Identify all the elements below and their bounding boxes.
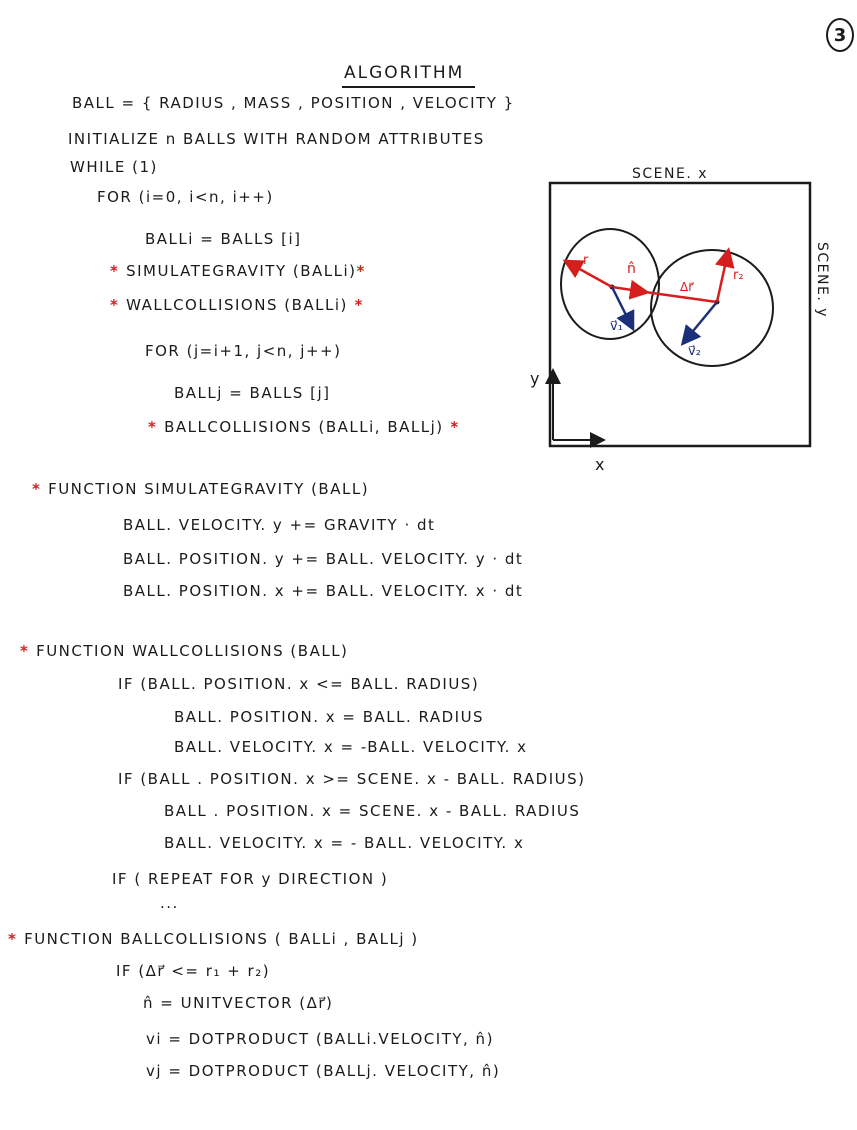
x-axis-label: x (595, 455, 605, 474)
red-asterisk: * (110, 262, 127, 280)
scene-box (550, 183, 810, 446)
v2-label: v⃗₂ (688, 344, 701, 359)
line-text: BALL. POSITION. y += BALL. VELOCITY. y · dt (123, 550, 524, 568)
red-asterisk: * (32, 480, 49, 498)
line-text: FUNCTION WALLCOLLISIONS (BALL) (36, 642, 349, 660)
line-text: IF (BALL . POSITION. x >= SCENE. x - BALL. RADIUS) (118, 770, 586, 788)
line-text: IF ( REPEAT FOR y DIRECTION ) (112, 870, 389, 888)
n-hat-label: n̂ (627, 261, 636, 277)
line-text: BALLCOLLISIONS (BALLi, BALLj) (164, 418, 444, 436)
line-text: BALL. POSITION. x += BALL. VELOCITY. x · dt (123, 582, 524, 600)
line-text: n̂ = UNITVECTOR (Δr⃗) (143, 994, 334, 1012)
line-text: FOR (j=i+1, j<n, j++) (145, 342, 342, 360)
line-text: INITIALIZE n BALLS WITH RANDOM ATTRIBUTES (68, 130, 485, 148)
line-text: WALLCOLLISIONS (BALLi) (126, 296, 348, 314)
line-text: BALLj = BALLS [j] (174, 384, 331, 402)
line-text: vj = DOTPRODUCT (BALLj. VELOCITY, n̂) (146, 1062, 501, 1080)
line-text: BALL. VELOCITY. x = - BALL. VELOCITY. x (164, 834, 525, 852)
red-asterisk: * (347, 296, 364, 314)
red-asterisk: * (110, 296, 127, 314)
line-text: FUNCTION SIMULATEGRAVITY (BALL) (48, 480, 370, 498)
line-text: BALL . POSITION. x = SCENE. x - BALL. RADIUS (164, 802, 581, 820)
line-text: vi = DOTPRODUCT (BALLi.VELOCITY, n̂) (146, 1030, 494, 1048)
line-text: BALL. VELOCITY. y += GRAVITY · dt (123, 516, 436, 534)
r2-label: r₂ (733, 268, 744, 283)
red-asterisk: * (8, 930, 25, 948)
r2-arrow (717, 252, 728, 302)
line-text: SIMULATEGRAVITY (BALLi) (126, 262, 357, 280)
y-axis-label: y (530, 369, 540, 388)
line-text: FOR (i=0, i<n, i++) (97, 188, 274, 206)
line-text: IF (Δr⃗ <= r₁ + r₂) (116, 962, 271, 980)
v2-arrow (684, 302, 717, 342)
line-text: BALL = { RADIUS , MASS , POSITION , VELOCITY } (72, 94, 515, 112)
n-hat-arrow (612, 287, 645, 292)
line-text: BALLi = BALLS [i] (145, 230, 302, 248)
delta-r-label: Δr⃗ (680, 280, 694, 294)
line-text: BALL. VELOCITY. x = -BALL. VELOCITY. x (174, 738, 528, 756)
red-asterisk: * (148, 418, 165, 436)
line-text: FUNCTION BALLCOLLISIONS ( BALLi , BALLj ) (24, 930, 419, 948)
red-asterisk: * (356, 262, 366, 280)
line-text: ... (160, 894, 179, 912)
line-text: BALL. POSITION. x = BALL. RADIUS (174, 708, 485, 726)
scene-y-label: SCENE. y (814, 242, 830, 319)
r1-arrow (567, 262, 612, 287)
red-asterisk: * (443, 418, 460, 436)
algorithm-title: ALGORITHM (344, 63, 465, 83)
line-text: WHILE (1) (70, 158, 158, 176)
red-asterisk: * (20, 642, 37, 660)
line-text: IF (BALL. POSITION. x <= BALL. RADIUS) (118, 675, 480, 693)
scene-x-label: SCENE. x (632, 166, 709, 182)
v1-label: v⃗₁ (610, 319, 623, 334)
r1-label: r (583, 253, 589, 268)
page-number: 3 (826, 18, 854, 52)
